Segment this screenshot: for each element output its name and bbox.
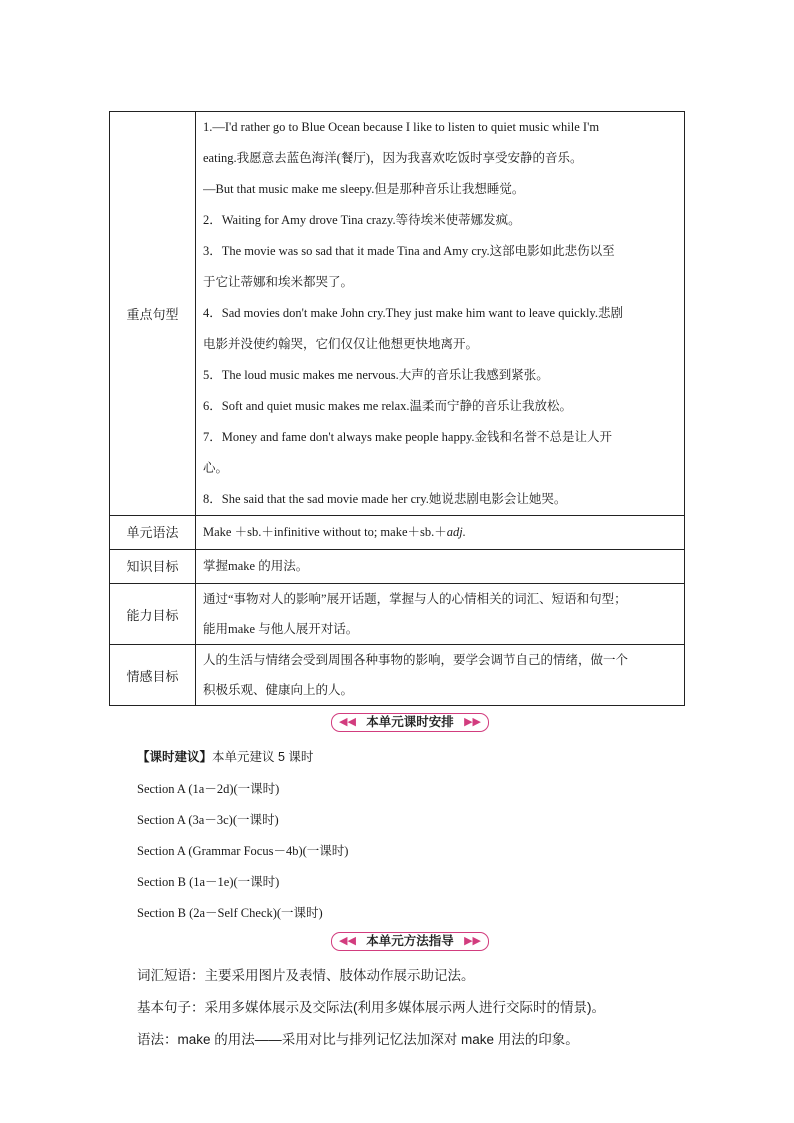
sentence-line: eating.我愿意去蓝色海洋(餐厅)，因为我喜欢吃饭时享受安静的音乐。 (203, 151, 583, 165)
sentence-line: 7．Money and fame don't always make people happy.金钱和名誉不总是让人开 (203, 430, 613, 444)
row-label: 知识目标 (110, 550, 196, 584)
emotion-goal-line: 积极乐观、健康向上的人。 (203, 683, 354, 697)
schedule-item: Section A (Grammar Focus－4b)(一课时) (137, 844, 349, 858)
schedule-item: Section B (1a－1e)(一课时) (137, 875, 280, 889)
sentence-line: 5．The loud music makes me nervous.大声的音乐让我感到紧张。 (203, 368, 549, 382)
grammar-cell (196, 516, 685, 550)
schedule-item: Section A (1a－2d)(一课时) (137, 782, 280, 796)
sentence-line: —But that music make me sleepy.但是那种音乐让我想睡觉。 (203, 182, 525, 196)
sentence-line: 心。 (203, 461, 229, 475)
sentence-line: 于它让蒂娜和埃米都哭了。 (203, 275, 354, 289)
sentence-line: 4．Sad movies don't make John cry.They just make him want to leave quickly.悲剧 (203, 306, 623, 320)
ability-goal-line: 通过“事物对人的影响”展开话题，掌握与人的心情相关的词汇、短语和句型； (203, 592, 627, 606)
lesson-suggestion (137, 747, 313, 765)
sentence-line: 6．Soft and quiet music makes me relax.温柔而宁静的音乐让我放松。 (203, 399, 573, 413)
schedule-item: Section B (2a－Self Check)(一课时) (137, 906, 323, 920)
method-line: 基本句子：采用多媒体展示及交际法(利用多媒体展示两人进行交际时的情景)。 (137, 1000, 605, 1015)
emotion-goal-line: 人的生活与情绪会受到周围各种事物的影响，要学会调节自己的情绪，做一个 (203, 653, 629, 667)
sentence-line: 电影并没使约翰哭，它们仅仅让他想更快地离开。 (203, 337, 479, 351)
table-row-key-sentences (110, 112, 685, 516)
method-line: 词汇短语：主要采用图片及表情、肢体动作展示助记法。 (137, 968, 475, 983)
double-arrow-left-icon: ◀◀ (339, 716, 356, 728)
ability-goal-line: 能用make 与他人展开对话。 (203, 622, 359, 636)
schedule-item: Section A (3a－3c)(一课时) (137, 813, 279, 827)
banner-title: 本单元方法指导 (366, 934, 454, 948)
banner-title: 本单元课时安排 (366, 715, 454, 729)
method-line: 语法：make 的用法——采用对比与排列记忆法加深对 make 用法的印象。 (137, 1032, 579, 1047)
section-banner-methods (331, 932, 489, 952)
double-arrow-right-icon: ▶▶ (464, 935, 481, 947)
double-arrow-right-icon: ▶▶ (464, 716, 481, 728)
grammar-text-italic: adj. (446, 525, 466, 539)
emotion-goal-cell (196, 645, 685, 706)
grammar-text: Make ＋sb.＋infinitive without to; make＋sb.＋ (203, 525, 447, 539)
row-label: 能力目标 (110, 584, 196, 645)
table-row-ability-goal (110, 584, 685, 645)
key-sentences-cell (196, 112, 685, 516)
row-label: 重点句型 (110, 112, 196, 516)
sentence-line: 1.—I'd rather go to Blue Ocean because I like to listen to quiet music while I'm (203, 120, 600, 134)
ability-goal-cell (196, 584, 685, 645)
table-row-grammar (110, 516, 685, 550)
lesson-table (109, 111, 685, 706)
sentence-line: 2．Waiting for Amy drove Tina crazy.等待埃米使蒂娜发疯。 (203, 213, 521, 227)
suggestion-text: 本单元建议 5 课时 (212, 750, 314, 764)
sentence-line: 8．She said that the sad movie made her cry.她说悲剧电影会让她哭。 (203, 492, 567, 506)
row-label: 情感目标 (110, 645, 196, 706)
section-banner-schedule (331, 713, 489, 733)
table-row-emotion-goal (110, 645, 685, 706)
row-label: 单元语法 (110, 516, 196, 550)
sentence-line: 3．The movie was so sad that it made Tina and Amy cry.这部电影如此悲伤以至 (203, 244, 615, 258)
suggestion-bracket: 【课时建议】 (137, 750, 213, 764)
table-row-knowledge-goal (110, 550, 685, 584)
double-arrow-left-icon: ◀◀ (339, 935, 356, 947)
knowledge-goal-cell: 掌握make 的用法。 (196, 550, 685, 584)
